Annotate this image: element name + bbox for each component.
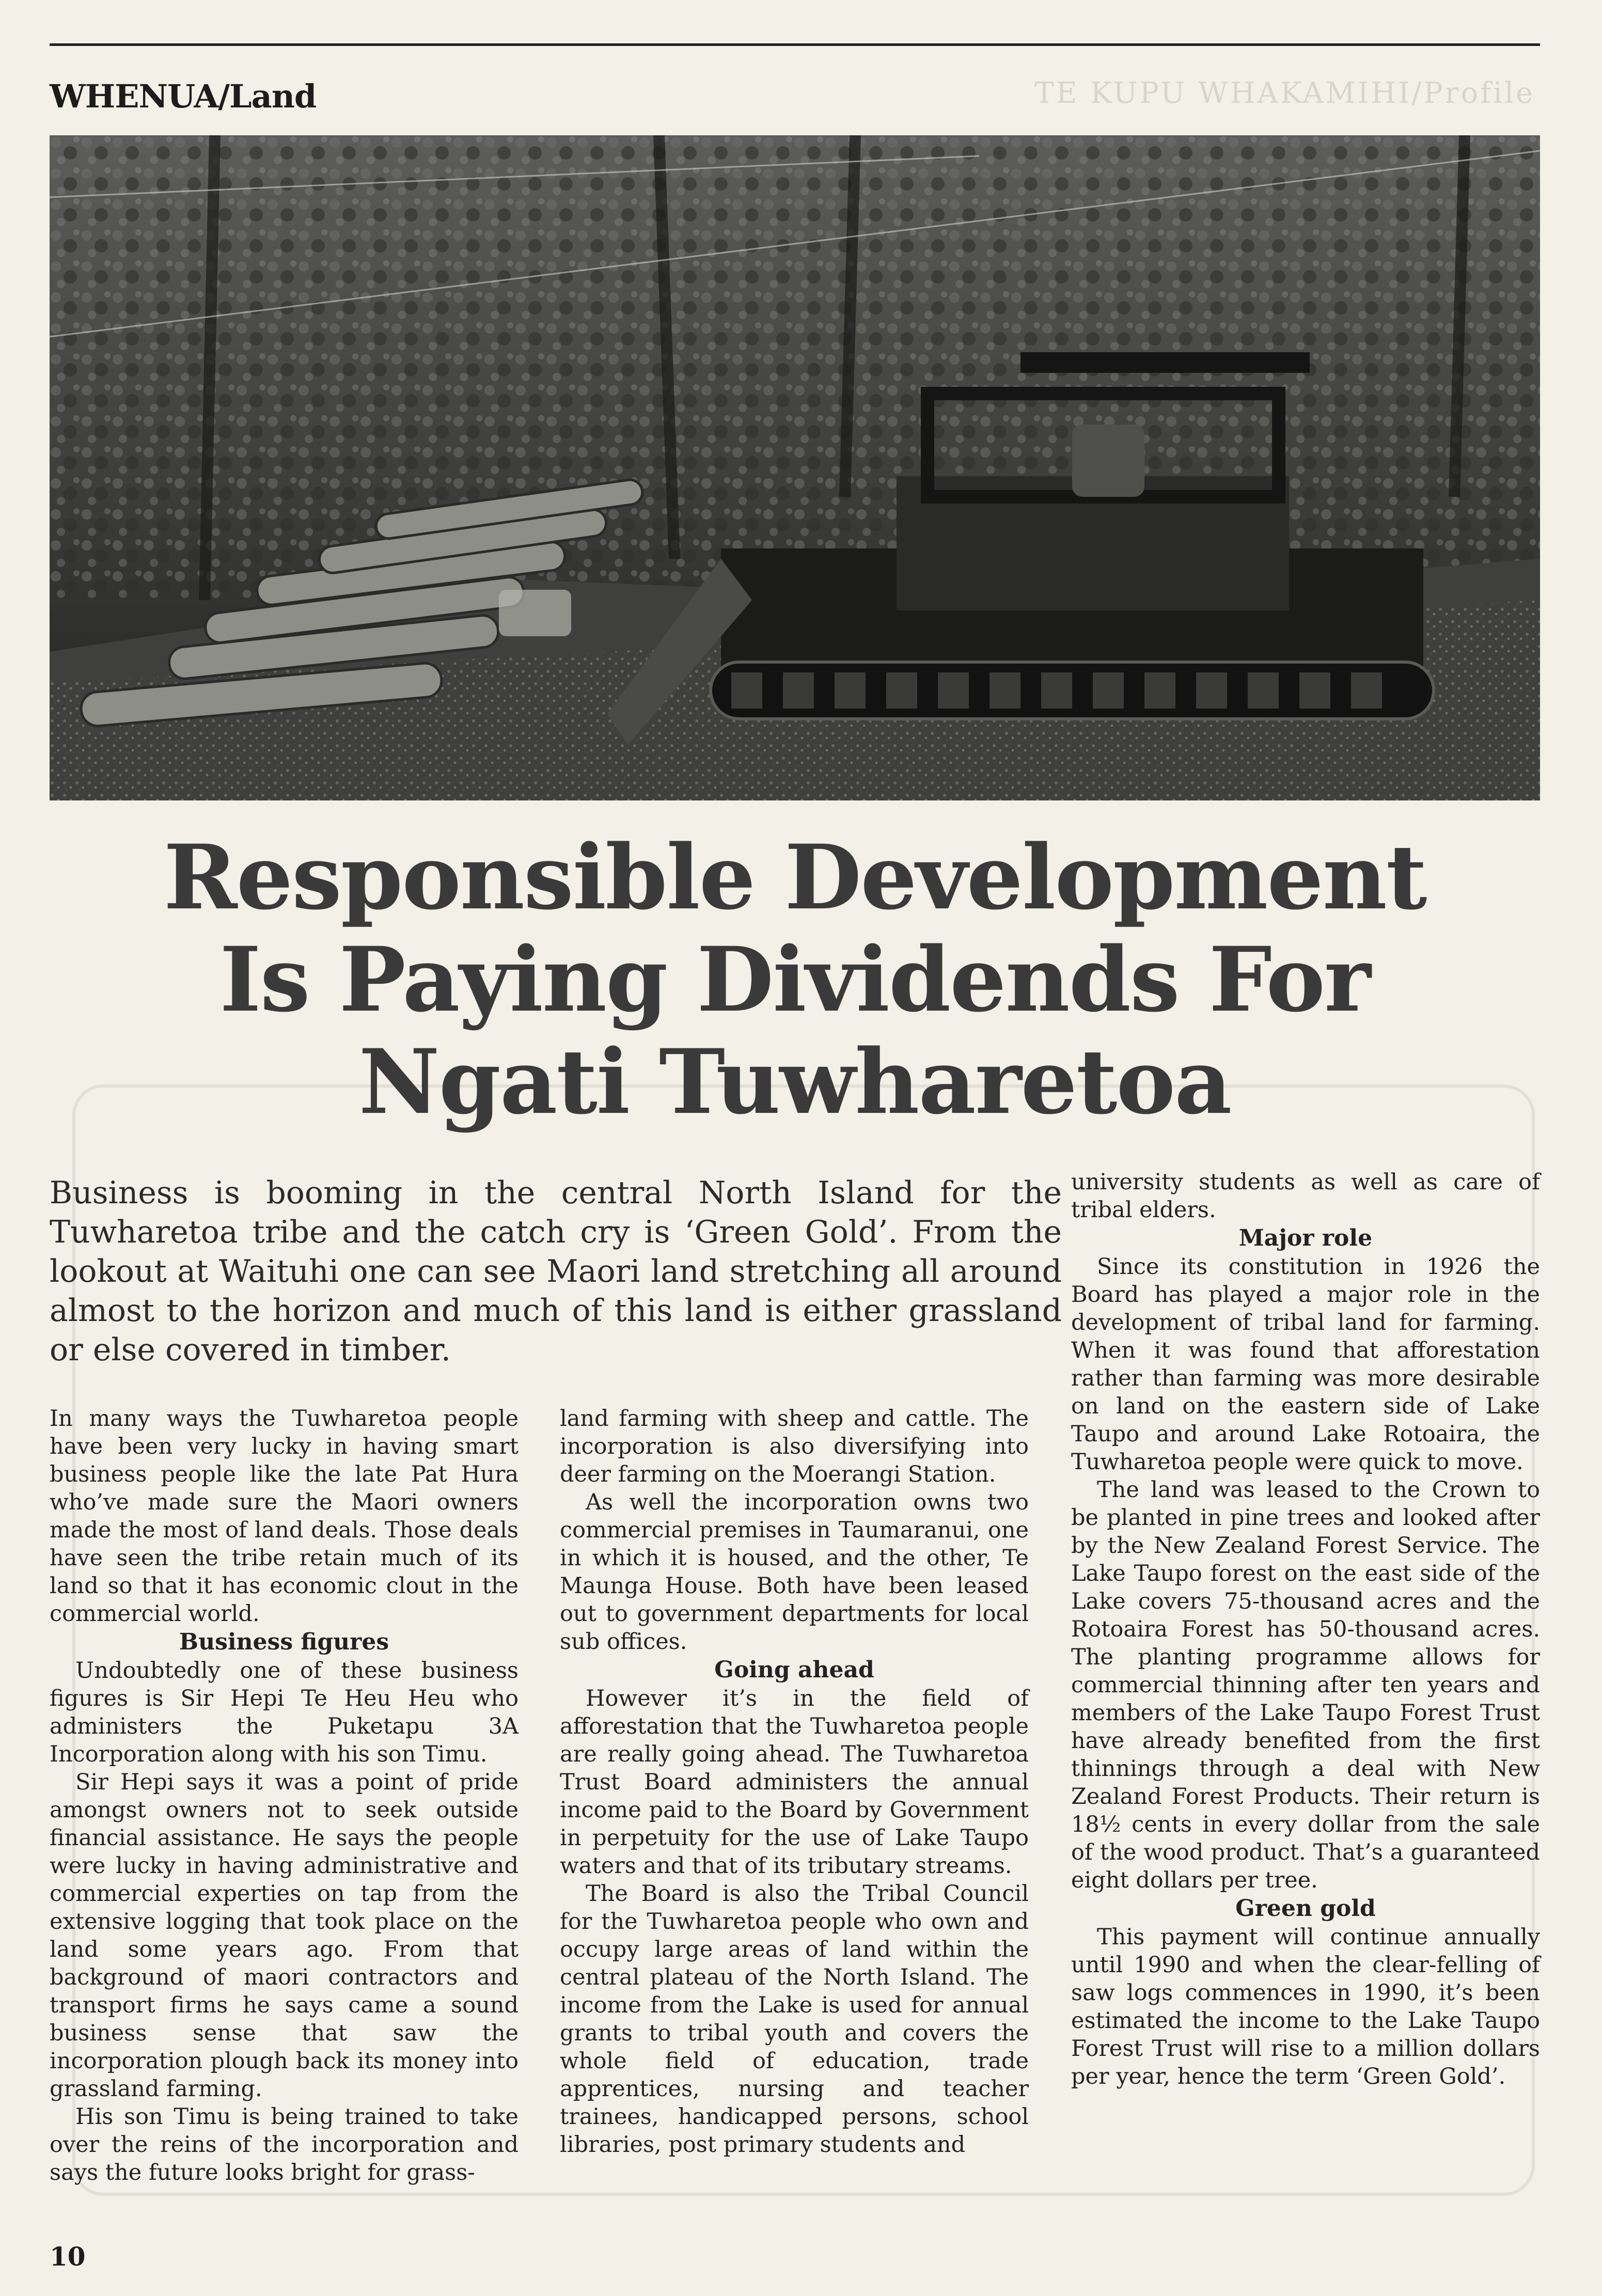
article-photo bbox=[50, 135, 1540, 800]
show-through-header: TE KUPU WHAKAMIHI/Profile bbox=[1034, 76, 1535, 110]
page-number: 10 bbox=[50, 2241, 86, 2272]
paragraph: His son Timu is being trained to take over the reins of the incorporation and says the future looks bright for grass- bbox=[50, 2104, 519, 2185]
subheading: Going ahead bbox=[714, 1657, 874, 1683]
article-column-2 bbox=[560, 1405, 1029, 2159]
headline-line-1: Responsible Development bbox=[163, 825, 1426, 930]
headline-line-2: Is Paying Dividends For bbox=[219, 927, 1370, 1032]
article-column-1 bbox=[50, 1405, 519, 2187]
paragraph: land farming with sheep and cattle. The incorporation is also diversifying into deer farming on the Moerangi Station. bbox=[560, 1406, 1029, 1487]
subheading: Business figures bbox=[179, 1629, 389, 1655]
paragraph: Undoubtedly one of these business figures is Sir Hepi Te Heu Heu who administers the Puketapu 3A Incorporation along with his son Timu. bbox=[50, 1658, 519, 1767]
bulldozer-logging-photo-icon bbox=[50, 135, 1540, 800]
paragraph: The Board is also the Tribal Council for the Tuwharetoa people who own and occupy large areas of land within the central plateau of the North Island. The income from the Lake is used for annual grants to tribal youth and covers the whole field of education, trade apprentices, nursing and teacher trainees, handicapped persons, school libraries, post primary students and bbox=[560, 1881, 1029, 2158]
article-column-3 bbox=[1071, 1168, 1540, 2090]
paragraph: This payment will continue annually until 1990 and when the clear-felling of saw logs commences in 1990, it’s been estimated the income to the Lake Taupo Forest Trust will rise to a million dollars per year, hence the term ‘Green Gold’. bbox=[1071, 1924, 1540, 2089]
headline-line-3: Ngati Tuwharetoa bbox=[358, 1029, 1231, 1134]
paragraph: university students as well as care of tribal elders. bbox=[1071, 1169, 1540, 1223]
paragraph: The land was leased to the Crown to be planted in pine trees and looked after by the New Zealand Forest Service. The Lake Taupo forest on the east side of the Lake covers 75-thousand acres and the Rotoaira Forest has 50-thousand acres. The planting programme allows for commercial thinning after ten years and members of the Lake Taupo Forest Trust have already benefited from the first thinnings through a deal with New Zealand Forest Products. Their return is 18½ cents in every dollar from the sale of the wood product. That’s a guaranteed eight dollars per tree. bbox=[1071, 1477, 1540, 1893]
intro-paragraph: Business is booming in the central North Island for the Tuwharetoa tribe and the catch cry is ‘Green Gold’. From the lookout at Waituhi one can see Maori land stretching all around almost to the horizon and much of this land is either grassland or else covered in timber. bbox=[50, 1175, 1062, 1368]
subheading: Green gold bbox=[1235, 1895, 1376, 1922]
section-label: WHENUA/Land bbox=[50, 77, 317, 115]
paragraph: In many ways the Tuwharetoa people have been very lucky in having smart business people like the late Pat Hura who’ve made sure the Maori owners made the most of land deals. Those deals have seen the tribe retain much of its land so that it has economic clout in the commercial world. bbox=[50, 1406, 519, 1627]
paragraph: Since its constitution in 1926 the Board has played a major role in the development of tribal land for farming. When it was found that afforestation rather than farming was more desirable on land on the eastern side of Lake Taupo and around Lake Rotoaira, the Tuwharetoa people were quick to move. bbox=[1071, 1254, 1540, 1475]
headline bbox=[50, 826, 1540, 1133]
paragraph: Sir Hepi says it was a point of pride amongst owners not to seek outside financial assistance. He says the people were lucky in having administrative and commercial experties on tap from the extensive logging that took place on the land some years ago. From that background of maori contractors and transport firms he says came a sound business sense that saw the incorporation plough back its money into grassland farming. bbox=[50, 1769, 519, 2102]
top-rule bbox=[50, 43, 1540, 46]
paragraph: However it’s in the field of afforestation that the Tuwharetoa people are really going ahead. The Tuwharetoa Trust Board administers the annual income paid to the Board by Government in perpetuity for the use of Lake Taupo waters and that of its tributary streams. bbox=[560, 1686, 1029, 1879]
subheading: Major role bbox=[1238, 1225, 1373, 1251]
paragraph: As well the incorporation owns two commercial premises in Taumaranui, one in which it is housed, and the other, Te Maunga House. Both have been leased out to government departments for local sub offices. bbox=[560, 1489, 1029, 1655]
